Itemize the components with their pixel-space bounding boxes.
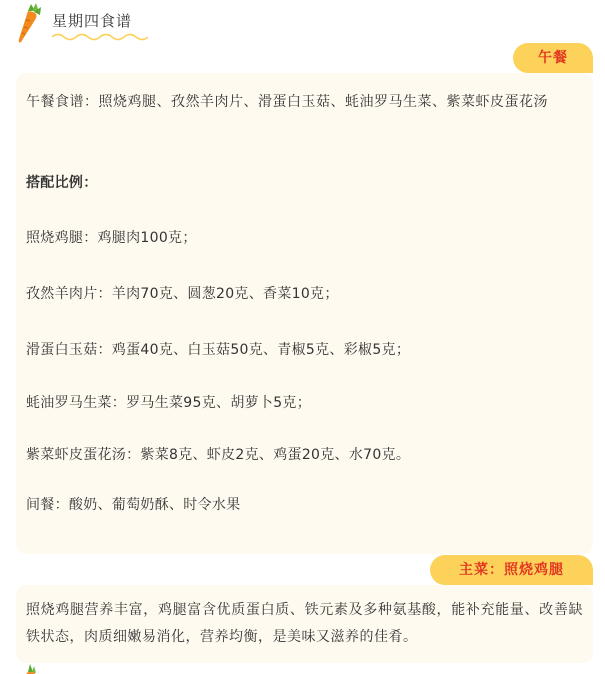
snack-item: 间餐：酸奶、葡萄奶酥、时令水果: [26, 497, 241, 513]
list-item: 紫菜虾皮蛋花汤：紫菜8克、虾皮2克、鸡蛋20克、水70克。: [26, 447, 411, 463]
main-dish-card: [16, 585, 593, 663]
main-dish-tag: 主菜：照烧鸡腿: [430, 555, 593, 585]
lunch-tag: 午餐: [513, 43, 593, 73]
list-item: 照烧鸡腿：鸡腿肉100克；: [26, 230, 197, 246]
list-item: 孜然羊肉片：羊肉70克、圆葱20克、香菜10克；: [26, 286, 339, 302]
lunch-menu-text: 午餐食谱：照烧鸡腿、孜然羊肉片、滑蛋白玉菇、蚝油罗马生菜、紫菜虾皮蛋花汤: [26, 94, 548, 110]
list-item: 滑蛋白玉菇：鸡蛋40克、白玉菇50克、青椒5克、彩椒5克；: [26, 342, 411, 358]
wavy-underline: [52, 32, 148, 42]
list-item: 蚝油罗马生菜：罗马生菜95克、胡萝卜5克；: [26, 395, 312, 411]
carrot-icon: [20, 664, 44, 674]
main-dish-description: 照烧鸡腿营养丰富，鸡腿富含优质蛋白质、铁元素及多种氨基酸，能补充能量、改善缺铁状态，肉质细嫩易消化，营养均衡，是美味又滋养的佳肴。: [26, 602, 583, 645]
lunch-card: [16, 73, 593, 554]
section-header: [0, 0, 605, 48]
carrot-icon: [14, 2, 44, 44]
page-title: 星期四食谱: [52, 12, 133, 30]
ratio-heading: 搭配比例：: [26, 175, 98, 191]
